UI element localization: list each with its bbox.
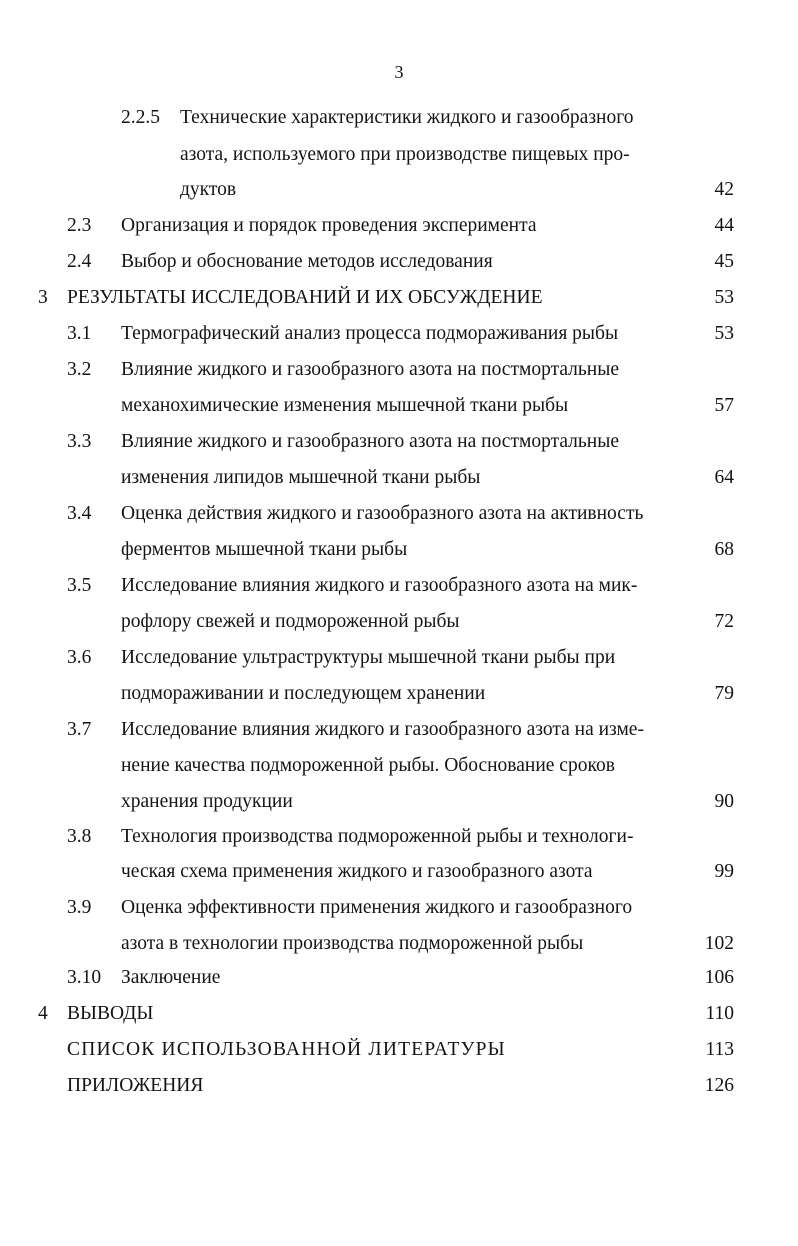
- toc-entry-page: 44: [714, 215, 734, 236]
- toc-appendices-title: ПРИЛОЖЕНИЯ: [67, 1075, 204, 1096]
- toc-entry-page: 53: [714, 287, 734, 308]
- toc-chapter-title: ВЫВОДЫ: [67, 1003, 154, 1024]
- toc-entry-number: 2.3: [67, 215, 92, 236]
- toc-entry-page: 45: [714, 251, 734, 272]
- toc-entry-title: хранения продукции: [121, 791, 293, 812]
- toc-entry-page: 102: [704, 933, 734, 954]
- toc-entry-page: 57: [714, 395, 734, 416]
- toc-entry-number: 3.2: [67, 359, 92, 380]
- toc-entry-page: 53: [714, 323, 734, 344]
- toc-entry-number: 3.7: [67, 719, 92, 740]
- toc-entry-title: дуктов: [180, 179, 237, 200]
- toc-entry-title: Термографический анализ процесса подмораживания рыбы: [121, 323, 619, 344]
- toc-entry-title: ферментов мышечной ткани рыбы: [121, 539, 408, 560]
- toc-entry-number: 3.10: [67, 967, 102, 988]
- toc-entry-number: 3.5: [67, 575, 92, 596]
- toc-entry-number: 3.4: [67, 503, 92, 524]
- toc-entry-page: 64: [714, 467, 734, 488]
- toc-entry-title: Технология производства подмороженной рыбы и технологи-: [121, 826, 634, 847]
- toc-entry-page: 126: [704, 1075, 734, 1096]
- toc-entry-title: Влияние жидкого и газообразного азота на постмортальные: [121, 431, 619, 452]
- toc-entry-title: подмораживании и последующем хранении: [121, 683, 486, 704]
- toc-chapter-number: 3: [38, 287, 48, 308]
- toc-entry-title: Влияние жидкого и газообразного азота на постмортальные: [121, 359, 619, 380]
- toc-entry-page: 106: [704, 967, 734, 988]
- toc-entry-number: 2.4: [67, 251, 92, 272]
- toc-entry-title: Выбор и обоснование методов исследования: [121, 251, 493, 272]
- toc-references-title: СПИСОК ИСПОЛЬЗОВАННОЙ ЛИТЕРАТУРЫ: [67, 1039, 506, 1060]
- toc-entry-title: Заключение: [121, 967, 221, 988]
- toc-chapter-title: РЕЗУЛЬТАТЫ ИССЛЕДОВАНИЙ И ИХ ОБСУЖДЕНИЕ: [67, 287, 543, 308]
- toc-entry-title: азота, используемого при производстве пищевых про-: [180, 144, 630, 165]
- toc-entry-title: нение качества подмороженной рыбы. Обоснование сроков: [121, 755, 615, 776]
- toc-entry-title: Технические характеристики жидкого и газообразного: [180, 107, 634, 128]
- toc-entry-title: механохимические изменения мышечной ткани рыбы: [121, 395, 569, 416]
- toc-entry-title: Оценка эффективности применения жидкого и газообразного: [121, 897, 633, 918]
- toc-chapter-number: 4: [38, 1003, 48, 1024]
- toc-entry-number: 2.2.5: [121, 107, 160, 128]
- toc-entry-title: ческая схема применения жидкого и газообразного азота: [121, 861, 593, 882]
- toc-entry-number: 3.3: [67, 431, 92, 452]
- toc-entry-number: 3.6: [67, 647, 92, 668]
- toc-entry-title: азота в технологии производства подмороженной рыбы: [121, 933, 584, 954]
- toc-entry-page: 90: [714, 791, 734, 812]
- toc-entry-page: 68: [714, 539, 734, 560]
- toc-entry-title: Оценка действия жидкого и газообразного азота на активность: [121, 503, 644, 524]
- toc-entry-number: 3.1: [67, 323, 92, 344]
- toc-entry-title: Организация и порядок проведения эксперимента: [121, 215, 537, 236]
- toc-entry-title: Исследование влияния жидкого и газообразного азота на мик-: [121, 575, 638, 596]
- toc-entry-title: Исследование ультраструктуры мышечной ткани рыбы при: [121, 647, 616, 668]
- page-number: 3: [394, 62, 404, 82]
- toc-entry-number: 3.8: [67, 826, 92, 847]
- toc-entry-page: 99: [714, 861, 734, 882]
- toc-entry-page: 79: [714, 683, 734, 704]
- toc-entry-page: 42: [714, 179, 734, 200]
- toc-entry-page: 72: [714, 611, 734, 632]
- toc-entry-page: 113: [705, 1039, 734, 1060]
- toc-entry-title: рофлору свежей и подмороженной рыбы: [121, 611, 460, 632]
- toc-entry-number: 3.9: [67, 897, 92, 918]
- toc-entry-title: изменения липидов мышечной ткани рыбы: [121, 467, 481, 488]
- toc-entry-title: Исследование влияния жидкого и газообразного азота на изме-: [121, 719, 644, 740]
- toc-entry-page: 110: [705, 1003, 734, 1024]
